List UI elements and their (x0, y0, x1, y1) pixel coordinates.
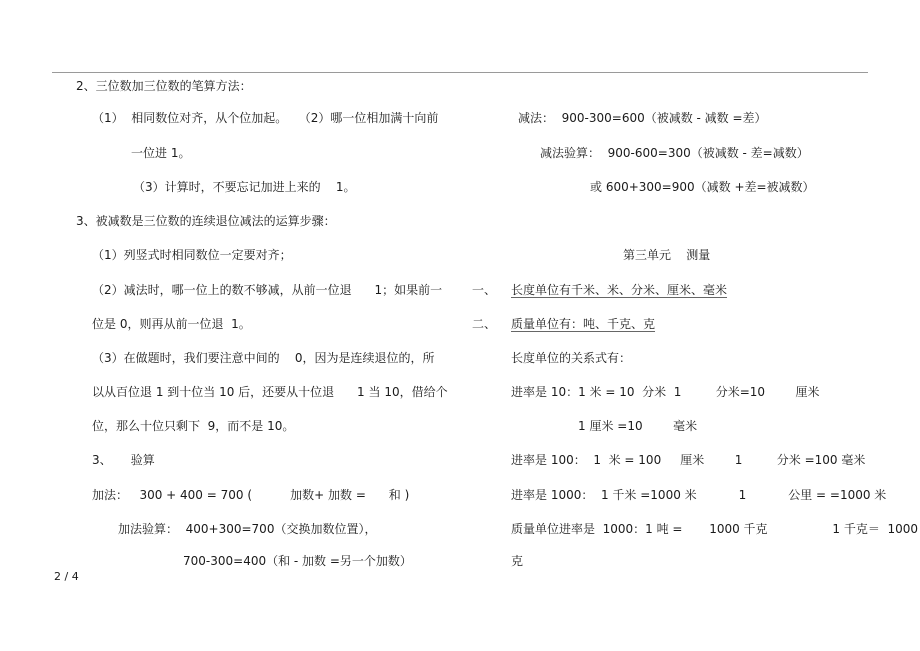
text-line: 减法验算： 900-600=300（被减数 - 差=减数） (540, 146, 809, 160)
text-line: 长度单位有千米、米、分米、厘米、毫米 (511, 283, 728, 297)
text-line: 位是 0，则再从前一位退 1。 (92, 317, 251, 331)
text-line: （1）列竖式时相同数位一定要对齐； (92, 248, 292, 262)
text-line: 700-300=400（和 - 加数 =另一个加数） (183, 554, 412, 568)
text-line: 1 厘米 =10 毫米 (578, 419, 698, 433)
text-line: （1） 相同数位对齐，从个位加起。 （2）哪一位相加满十向前 (92, 111, 439, 125)
text-line: 以从百位退 1 到十位当 10 后，还要从十位退 1 当 10，借给个 (92, 385, 448, 399)
text-line: 进率是 100： 1 米 = 100 厘米 1 分米 =100 毫米 (511, 453, 866, 467)
section-3-heading: 3、被减数是三位数的连续退位减法的运算步骤： (76, 214, 336, 228)
text-line: 进率是 1000： 1 千米 =1000 米 1 公里 = =1000 米 (511, 488, 887, 502)
page-number: 2 / 4 (54, 570, 79, 583)
text-line: 加法： 300 + 400 = 700 ( 加数+ 加数 = 和 ) (92, 488, 410, 502)
text-line: （3）计算时，不要忘记加进上来的 1。 (133, 180, 356, 194)
text-line: （2）减法时，哪一位上的数不够减，从前一位退 1；如果前一 (92, 283, 443, 297)
text-line: 进率是 10：1 米 = 10 分米 1 分米=10 厘米 (511, 385, 820, 399)
text-line: 质量单位有：吨、千克、克 (511, 317, 656, 331)
text-line: 质量单位进率是 1000：1 吨 = 1000 千克 1 千克＝ 1000 (511, 522, 919, 536)
section-2-heading: 2、三位数加三位数的笔算方法： (76, 79, 252, 93)
list-number: 一、 (472, 283, 497, 297)
text-line: （3）在做题时，我们要注意中间的 0，因为是连续退位的，所 (92, 351, 435, 365)
text-line: 或 600+300=900（减数 +差=被减数） (590, 180, 815, 194)
text-line: 减法： 900-300=600（被减数 - 减数 =差） (518, 111, 767, 125)
header-rule (52, 72, 868, 73)
text-line: 加法验算： 400+300=700（交换加数位置）， (118, 522, 377, 536)
text-line: 克 (511, 554, 524, 568)
unit-3-title: 第三单元 测量 (623, 248, 711, 262)
text-line: 一位进 1。 (131, 146, 191, 160)
text-line: 位，那么十位只剩下 9，而不是 10。 (92, 419, 295, 433)
verification-heading: 3、 验算 (92, 453, 155, 467)
text-line: 长度单位的关系式有： (511, 351, 632, 365)
list-number: 二、 (472, 317, 497, 331)
